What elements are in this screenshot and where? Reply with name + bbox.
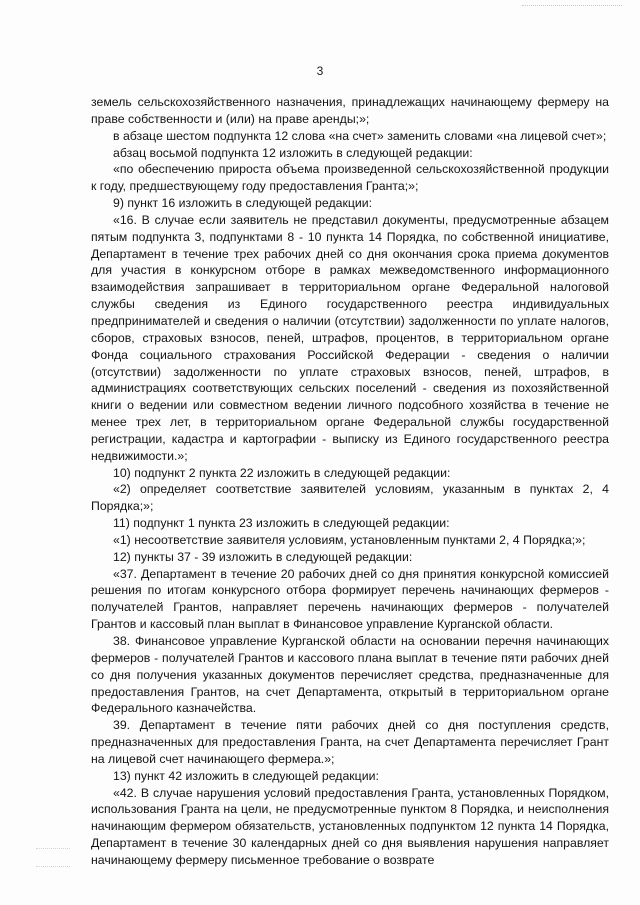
list-item: 13) пункт 42 изложить в следующей редакции: [113, 768, 379, 783]
list-item: 12) пункты 37 - 39 изложить в следующей редакции: [113, 549, 413, 564]
list-item: 11) подпункт 1 пункта 23 изложить в следующей редакции: [113, 516, 450, 531]
scan-artifact [36, 866, 70, 868]
paragraph: абзац восьмой подпункта 12 изложить в следующей редакции: [113, 145, 473, 160]
paragraph: «42. В случае нарушения условий предоставления Гранта, установленных Порядком, использования Гранта на цели, не предусмотренные пунктом 8 Порядка, и неисполнения начинающим фермером обязательств, установленных подпунктом 12 пункта 14 Порядка, Департамент в течение 30 календарных дней со дня выявления нарушения направляет начинающему фермеру письменное требование о возврате [91, 785, 609, 867]
list-item: 9) пункт 16 изложить в следующей редакции: [113, 196, 373, 211]
scan-artifact [522, 5, 622, 8]
paragraph: «37. Департамент в течение 20 рабочих дней со дня принятия конкурсной комиссией решения по итогам конкурсного отбора формирует перечень начинающих фермеров - получателей Грантов, направляет перечень начинающих фермеров - получателей Грантов и кассовый план выплат в Финансовое управление Курганской области. [91, 566, 609, 632]
paragraph: земель сельскохозяйственного назначения, принадлежащих начинающему фермеру на праве собственности и (или) на праве аренды;»; [91, 95, 609, 126]
scan-artifact [36, 848, 70, 850]
paragraph: 39. Департамент в течение пяти рабочих дней со дня поступления средств, предназначенных для предоставления Гранта, на счет Департамента перечисляет Грант на лицевой счет начинающего фермера.»; [91, 718, 609, 766]
list-item: 10) подпункт 2 пункта 22 изложить в следующей редакции: [113, 465, 451, 480]
paragraph: «2) определяет соответствие заявителей условиям, указанным в пунктах 2, 4 Порядка;»; [91, 482, 609, 514]
document-body [91, 94, 609, 869]
paragraph: «по обеспечению прироста объема произведенной сельскохозяйственной продукции к году, предшествующему году предоставления Гранта;»; [91, 162, 609, 194]
paragraph: «16. В случае если заявитель не представил документы, предусмотренные абзацем пятым подпункта 3, подпунктами 8 - 10 пункта 14 Порядка, по собственной инициативе, Департамент в течение трех рабочих дней со дня окончания срока приема документов для участия в конкурсном отборе в рамках межведомственного информационного взаимодействия запрашивает в территориальном органе Федеральной налоговой службы сведения из Единого государственного реестра индивидуальных предпринимателей и сведения о наличии (отсутствии) задолженности по уплате налогов, сборов, страховых взносов, пеней, штрафов, процентов, в территориальном органе Фонда социального страхования Российской Федерации - сведения о наличии (отсутствии) задолженности по уплате страховых взносов, пеней, штрафов, в администрациях соответствующих сельских поселений - сведения из похозяйственной книги о ведении или совместном ведении личного подсобного хозяйства в течение не менее трех лет, в территориальном органе Федеральной службы государственной регистрации, кадастра и картографии - выписку из Единого государственного реестра недвижимости.»; [91, 212, 609, 463]
page-number: 3 [316, 64, 324, 78]
paragraph: «1) несоответствие заявителя условиям, установленным пунктами 2, 4 Порядка;»; [113, 532, 586, 547]
paragraph: 38. Финансовое управление Курганской области на основании перечня начинающих фермеров - получателей Грантов и кассового плана выплат в течение пяти рабочих дней со дня получения указанных документов перечисляет средства, предназначенные для предоставления Грантов, на счет Департамента, открытый в территориальном органе Федерального казначейства. [91, 634, 609, 716]
paragraph: в абзаце шестом подпункта 12 слова «на счет» заменить словами «на лицевой счет»; [113, 128, 607, 143]
